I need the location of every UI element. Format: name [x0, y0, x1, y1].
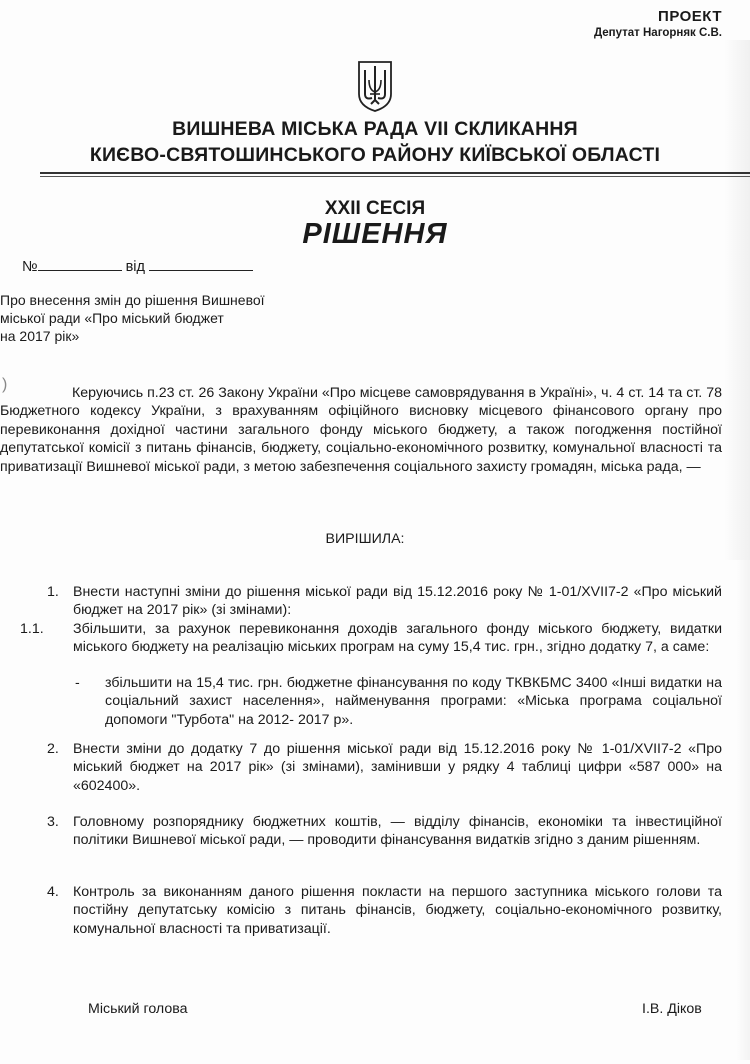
council-title: ВИШНЕВА МІСЬКА РАДА VII СКЛИКАННЯ: [172, 118, 578, 140]
preamble-text: Керуючись п.23 ст. 26 Закону України «Про місцеве самоврядування в Україні», ч. 4 ст. 14 та ст. 78 Бюджетного кодексу України, з врахуванням офіційного висновку місцевого фінансового органу про перевиконання дохідної частини загального фонду міського бюджету, а також погодження постійної депутатської комісії з питань фінансів, бюджету, соціально-економічного розвитку, комунальної власності та приватизації Вишневої міської ради, з метою забезпечення соціального захисту громадян, міська рада, —: [0, 385, 722, 475]
resolution-item: [0, 883, 722, 938]
document-type: РІШЕННЯ: [302, 218, 448, 250]
margin-mark: ): [2, 376, 8, 393]
draft-stamp: [594, 8, 722, 39]
draft-author: Депутат Нагорняк С.В.: [593, 27, 722, 39]
number-date-line: [22, 258, 253, 275]
resolution-subitem: [0, 620, 722, 657]
subject-line: Про внесення змін до рішення Вишневої: [0, 292, 265, 308]
resolution-bullet: [0, 674, 722, 729]
item-text: Головному розпоряднику бюджетних коштів, — відділу фінансів, економіки та інвестиційної політики Вишневої міської ради, — проводити фінансування видатків згідно з даним рішенням.: [73, 814, 722, 849]
item-text: Збільшити, за рахунок перевиконання доходів загального фонду міського бюджету, видатки міського бюджету на реалізацію міських програм на суму 15,4 тис. грн., згідно додатку 7, а саме:: [73, 621, 722, 656]
item-number: 1.: [47, 584, 59, 600]
number-blank: [38, 258, 122, 271]
date-blank: [149, 258, 253, 271]
number-label: №: [22, 259, 38, 275]
signature-position: Міський голова: [88, 1001, 188, 1017]
resolution-item: [0, 740, 722, 795]
item-number: 1.1.: [20, 621, 44, 637]
trident-emblem-icon: [355, 60, 395, 112]
resolved-label: ВИРІШИЛА:: [325, 531, 405, 547]
header-rule-thin: [40, 176, 750, 177]
session-title: XXII СЕСІЯ: [324, 198, 426, 219]
item-number: 3.: [47, 814, 59, 830]
preamble: [0, 384, 722, 476]
subject-line: на 2017 рік»: [0, 328, 80, 344]
resolution-item: [0, 813, 722, 850]
item-number: 2.: [47, 741, 59, 757]
item-text: Контроль за виконанням даного рішення покласти на першого заступника міського голови та постійну депутатську комісію з питань фінансів, бюджету, соціально-економічного розвитку, комунальної власності та приватизації.: [73, 884, 722, 937]
item-text: збільшити на 15,4 тис. грн. бюджетне фінансування по коду ТКВКБМС 3400 «Інші видатки на соціальний захист населення», найменування програми: «Міська програма соціальної допомоги "Турбота" на 2012- 2017 р».: [105, 675, 722, 728]
resolved-heading: [0, 531, 750, 547]
signature-name: І.В. Діков: [642, 1001, 702, 1017]
bullet-dash: -: [75, 675, 80, 691]
council-region: КИЄВО-СВЯТОШИНСЬКОГО РАЙОНУ КИЇВСЬКОЇ ОБЛАСТІ: [89, 144, 661, 166]
item-number: 4.: [47, 884, 59, 900]
subject-line: міської ради «Про міський бюджет: [0, 310, 224, 326]
header-rule: [40, 172, 750, 174]
subject-block: [0, 291, 265, 345]
scan-shadow: [736, 560, 750, 1060]
draft-label: ПРОЕКТ: [658, 8, 722, 25]
item-text: Внести наступні зміни до рішення міської ради від 15.12.2016 року № 1-01/XVII7-2 «Про міський бюджет на 2017 рік» (зі змінами):: [73, 584, 722, 619]
resolution-item: [0, 583, 722, 620]
date-label: від: [125, 259, 145, 275]
item-text: Внести зміни до додатку 7 до рішення міської ради від 15.12.2016 року № 1-01/XVII7-2 «Про міський бюджет на 2017 рік» (зі змінами), замінивши у рядку 4 таблиці цифри «587 000» на «602400».: [73, 741, 722, 794]
